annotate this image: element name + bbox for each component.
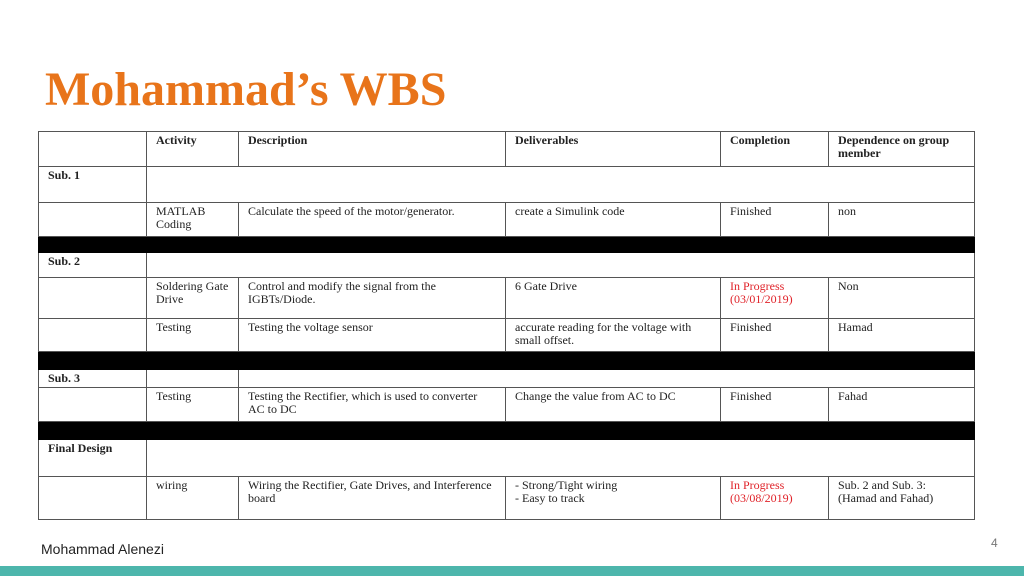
completion-cell: Finished (721, 319, 829, 352)
dependence-cell: Hamad (829, 319, 975, 352)
empty-cell (39, 388, 147, 422)
deliverables-cell: Change the value from AC to DC (506, 388, 721, 422)
section-empty (147, 370, 239, 388)
completion-date: (03/01/2019) (730, 292, 793, 306)
header-description: Description (239, 132, 506, 167)
separator (39, 422, 975, 440)
empty-cell (39, 477, 147, 520)
table-row (39, 203, 975, 237)
completion-cell: Finished (721, 203, 829, 237)
activity-cell: Soldering Gate Drive (147, 278, 239, 319)
dependence-cell: Fahad (829, 388, 975, 422)
deliverables-cell: create a Simulink code (506, 203, 721, 237)
footer-author: Mohammad Alenezi (41, 541, 164, 557)
activity-cell: Testing (147, 319, 239, 352)
separator (39, 237, 975, 253)
description-cell: Testing the Rectifier, which is used to converter AC to DC (239, 388, 506, 422)
separator-row (39, 352, 975, 370)
separator (39, 352, 975, 370)
section-row (39, 370, 975, 388)
section-label: Sub. 2 (39, 253, 147, 278)
empty-cell (39, 278, 147, 319)
deliverable-item: - Strong/Tight wiring (515, 478, 618, 492)
completion-cell: Finished (721, 388, 829, 422)
header-completion: Completion (721, 132, 829, 167)
activity-cell: Testing (147, 388, 239, 422)
wbs-table (38, 131, 975, 520)
description-cell: Wiring the Rectifier, Gate Drives, and Interference board (239, 477, 506, 520)
section-label: Sub. 3 (39, 370, 147, 388)
table-row (39, 278, 975, 319)
completion-date: (03/08/2019) (730, 491, 793, 505)
section-row (39, 253, 975, 278)
separator-row (39, 422, 975, 440)
header-cell (39, 132, 147, 167)
description-cell: Calculate the speed of the motor/generator. (239, 203, 506, 237)
slide-title: Mohammad’s WBS (45, 63, 447, 116)
section-row (39, 440, 975, 477)
table-row (39, 477, 975, 520)
description-cell: Testing the voltage sensor (239, 319, 506, 352)
section-row (39, 167, 975, 203)
activity-cell: MATLAB Coding (147, 203, 239, 237)
empty-cell (39, 203, 147, 237)
deliverable-item: - Easy to track (515, 491, 585, 505)
header-dependence: Dependence on group member (829, 132, 975, 167)
deliverables-cell (506, 477, 721, 520)
completion-cell (721, 278, 829, 319)
separator-row (39, 237, 975, 253)
section-empty (147, 167, 975, 203)
completion-status: In Progress (730, 478, 785, 492)
table-row (39, 319, 975, 352)
section-label: Sub. 1 (39, 167, 147, 203)
header-deliverables: Deliverables (506, 132, 721, 167)
header-activity: Activity (147, 132, 239, 167)
deliverables-cell: 6 Gate Drive (506, 278, 721, 319)
section-empty (147, 253, 975, 278)
completion-cell (721, 477, 829, 520)
description-cell: Control and modify the signal from the IGBTs/Diode. (239, 278, 506, 319)
section-empty (147, 440, 975, 477)
completion-status: In Progress (730, 279, 785, 293)
table-row (39, 388, 975, 422)
dependence-cell: non (829, 203, 975, 237)
page-number: 4 (991, 536, 998, 550)
table-header-row (39, 132, 975, 167)
empty-cell (39, 319, 147, 352)
dependence-cell: Sub. 2 and Sub. 3: (Hamad and Fahad) (829, 477, 975, 520)
section-label: Final Design (39, 440, 147, 477)
accent-bar (0, 566, 1024, 576)
section-empty (239, 370, 975, 388)
deliverables-cell: accurate reading for the voltage with small offset. (506, 319, 721, 352)
activity-cell: wiring (147, 477, 239, 520)
dependence-cell: Non (829, 278, 975, 319)
